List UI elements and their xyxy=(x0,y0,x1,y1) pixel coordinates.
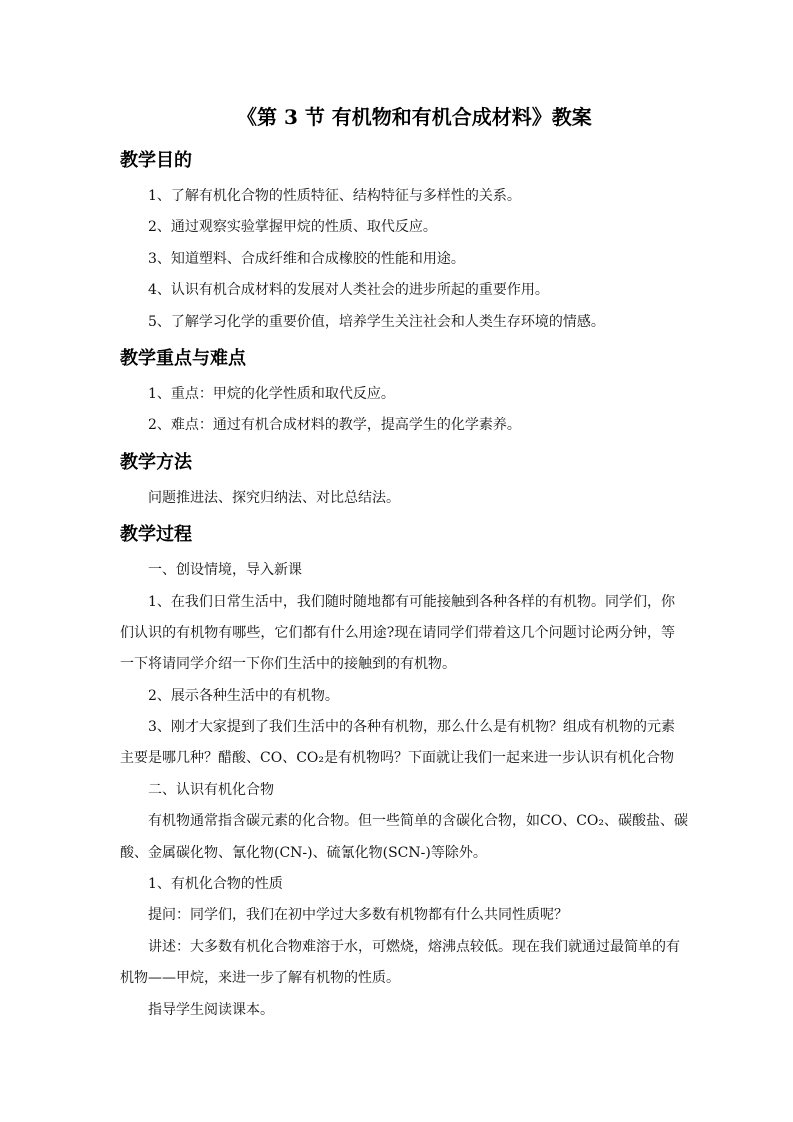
paragraph-line: 一下将请同学介绍一下你们生活中的接触到的有机物。 xyxy=(120,656,456,673)
section-heading: 教学过程 xyxy=(120,524,192,546)
document-page xyxy=(120,97,688,1026)
paragraph-guided-reading: 指导学生阅读课本。 xyxy=(148,1001,274,1018)
paragraph-daily-organics xyxy=(120,587,675,681)
paragraph-line: 讲述：大多数有机化合物难溶于水，可燃烧，熔沸点较低。现在我们就通过最简单的有 xyxy=(148,938,680,955)
objective-item-3: 3、知道塑料、合成纤维和合成橡胶的性能和用途。 xyxy=(148,250,465,267)
paragraph-display-organics: 2、展示各种生活中的有机物。 xyxy=(148,687,339,704)
paragraph-line: 们认识的有机物有哪些，它们都有什么用途?现在请同学们带着这几个问题讨论两分钟，等 xyxy=(120,624,675,641)
section-teaching-objectives xyxy=(120,140,675,338)
paragraph-what-is-organic xyxy=(120,712,675,775)
paragraph-line: 3、刚才大家提到了我们生活中的各种有机物，那么什么是有机物？组成有机物的元素 xyxy=(148,719,675,736)
paragraph-organic-definition xyxy=(120,806,688,869)
section-teaching-methods xyxy=(120,442,675,514)
objective-item-2: 2、通过观察实验掌握甲烷的性质、取代反应。 xyxy=(148,219,437,236)
paragraph-explanation xyxy=(120,932,680,995)
paragraph-line: 主要是哪几种？醋酸、CO、CO₂是有机物吗？下面就让我们一起来进一步认识有机化合物 xyxy=(120,750,674,767)
subheading-introduction: 一、创设情境，导入新课 xyxy=(148,562,302,579)
section-heading: 教学重点与难点 xyxy=(120,347,246,369)
section-key-points xyxy=(120,338,675,442)
objective-item-1: 1、了解有机化合物的性质特征、结构特征与多样性的关系。 xyxy=(148,188,521,204)
methods-text: 问题推进法、探究归纳法、对比总结法。 xyxy=(148,489,400,506)
document-title: 《第 3 节 有机物和有机合成材料》教案 xyxy=(237,105,592,129)
paragraph-line: 酸、金属碳化物、氰化物(CN-)、硫氰化物(SCN-)等除外。 xyxy=(120,844,487,861)
subheading-properties: 1、有机化合物的性质 xyxy=(148,876,283,893)
paragraph-line: 有机物通常指含碳元素的化合物。但一些简单的含碳化合物，如CO、CO₂、碳酸盐、碳 xyxy=(148,813,688,830)
paragraph-line: 机物——甲烷，来进一步了解有机物的性质。 xyxy=(120,970,400,987)
subheading-organic-compounds: 二、认识有机化合物 xyxy=(148,781,274,798)
section-heading: 教学方法 xyxy=(120,451,192,473)
objective-item-4: 4、认识有机合成材料的发展对人类社会的进步所起的重要作用。 xyxy=(148,282,549,299)
objective-item-5: 5、了解学习化学的重要价值，培养学生关注社会和人类生存环境的情感。 xyxy=(148,313,605,330)
paragraph-question: 提问：同学们，我们在初中学过大多数有机物都有什么共同性质呢？ xyxy=(148,907,568,924)
paragraph-line: 1、在我们日常生活中，我们随时随地都有可能接触到各种各样的有机物。同学们，你 xyxy=(148,593,675,610)
section-heading: 教学目的 xyxy=(120,150,192,171)
key-point-item-1: 1、重点：甲烷的化学性质和取代反应。 xyxy=(148,385,395,402)
key-point-item-2: 2、难点：通过有机合成材料的教学，提高学生的化学素养。 xyxy=(148,417,521,434)
section-teaching-process xyxy=(120,514,688,1026)
